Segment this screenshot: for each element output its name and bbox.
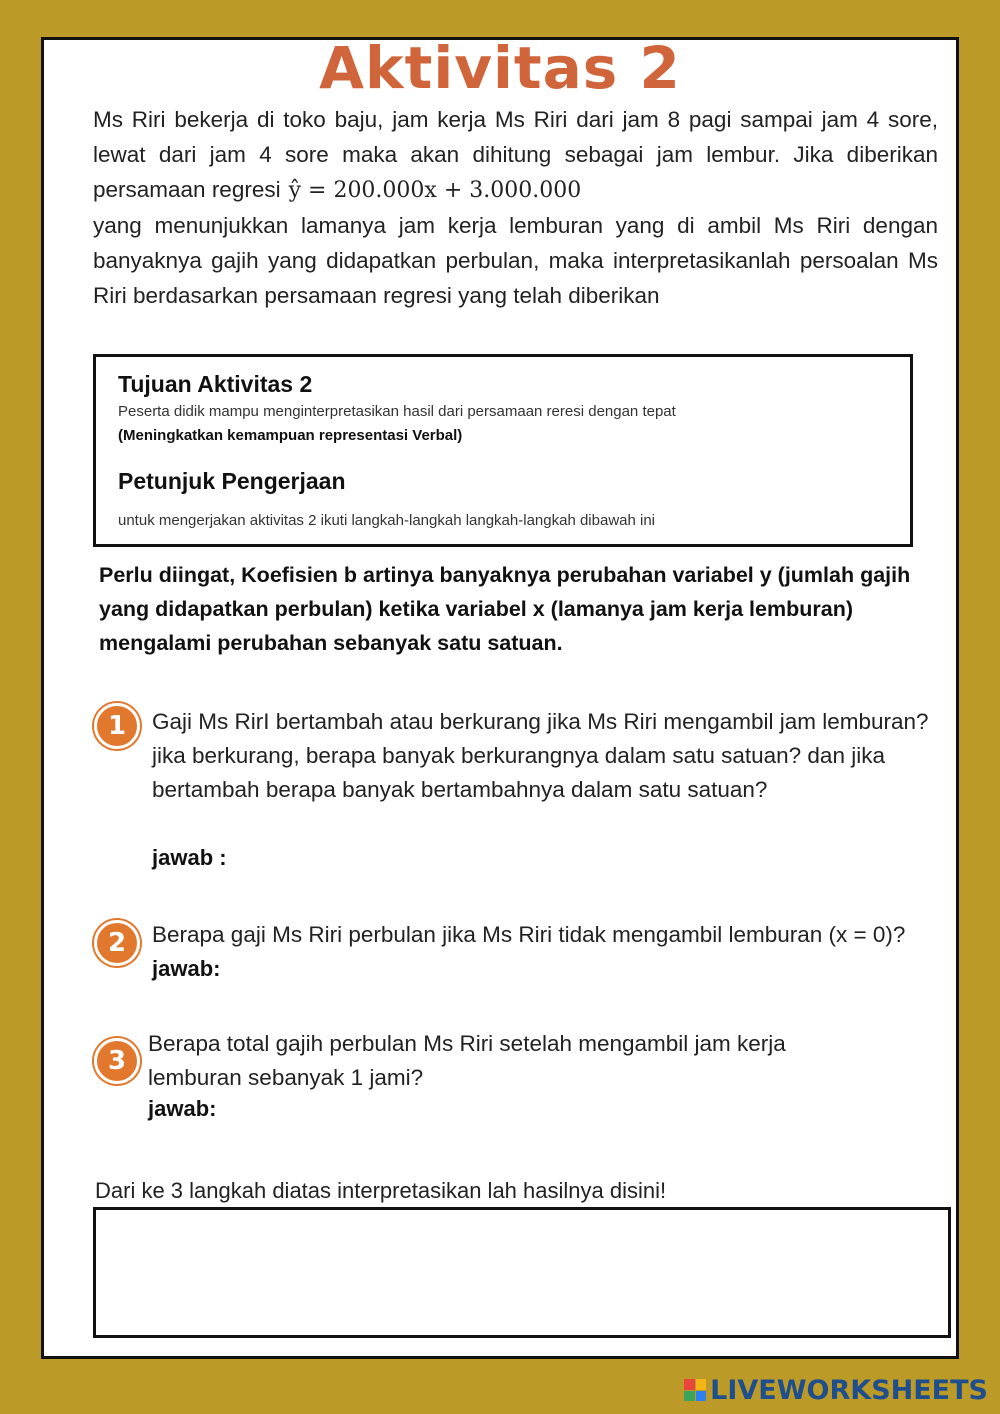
regression-equation: ŷ = 200.000x + 3.000.000 [288, 178, 582, 203]
intro-text-2: yang menunjukkan lamanya jam kerja lemburan yang di ambil Ms Riri dengan banyaknya gajih yang didapatkan perbulan, maka interpretasikanlah persoalan Ms Riri berdasarkan persamaan regresi yang telah diberikan [93, 213, 938, 308]
intro-paragraph [93, 102, 938, 313]
question-2-badge: 2 [94, 920, 140, 966]
question-1-answer-label: jawab : [152, 845, 227, 870]
liveworksheets-logo-icon [684, 1379, 706, 1401]
interpretation-answer-box[interactable] [93, 1207, 951, 1338]
objective-bold-text: (Meningkatkan kemampuan representasi Verbal) [118, 427, 463, 444]
objective-heading: Tujuan Aktivitas 2 [118, 371, 313, 397]
objective-text: Peserta didik mampu menginterpretasikan hasil dari persamaan reresi dengan tepat [118, 403, 676, 420]
page-title: Aktivitas 2 [319, 34, 681, 102]
instructions-heading: Petunjuk Pengerjaan [118, 468, 346, 494]
question-1-text: Gaji Ms RirI bertambah atau berkurang jika Ms Riri mengambil jam lemburan? jika berkurang, berapa banyak berkurangnya dalam satu satuan? dan jika bertambah berapa banyak bertambahnya dalam satu satuan? [152, 709, 929, 802]
brand-name: LIVEWORKSHEETS [710, 1374, 988, 1406]
intro-text-1: Ms Riri bekerja di toko baju, jam kerja Ms Riri dari jam 8 pagi sampai jam 4 sore, lewat dari jam 4 sore maka akan dihitung sebagai jam lembur. Jika diberikan persamaan regresi [93, 107, 938, 202]
question-3-answer-label: jawab: [148, 1096, 217, 1121]
objective-box [93, 354, 913, 547]
question-2-text: Berapa gaji Ms Riri perbulan jika Ms Riri tidak mengambil lemburan (x = 0)? [152, 922, 906, 947]
question-3-badge: 3 [94, 1038, 140, 1084]
liveworksheets-brand [684, 1372, 988, 1408]
reminder-note: Perlu diingat, Koefisien b artinya banyaknya perubahan variabel y (jumlah gajih yang didapatkan perbulan) ketika variabel x (lamanya jam kerja lemburan) mengalami perubahan sebanyak satu satuan. [99, 563, 911, 655]
question-2-answer-label: jawab: [152, 956, 221, 981]
question-3-text: Berapa total gajih perbulan Ms Riri setelah mengambil jam kerja lemburan sebanyak 1 jami? [148, 1031, 786, 1090]
question-1-badge: 1 [94, 703, 140, 749]
instructions-text: untuk mengerjakan aktivitas 2 ikuti langkah-langkah langkah-langkah dibawah ini [118, 512, 656, 529]
closing-instruction: Dari ke 3 langkah diatas interpretasikan lah hasilnya disini! [95, 1178, 667, 1203]
